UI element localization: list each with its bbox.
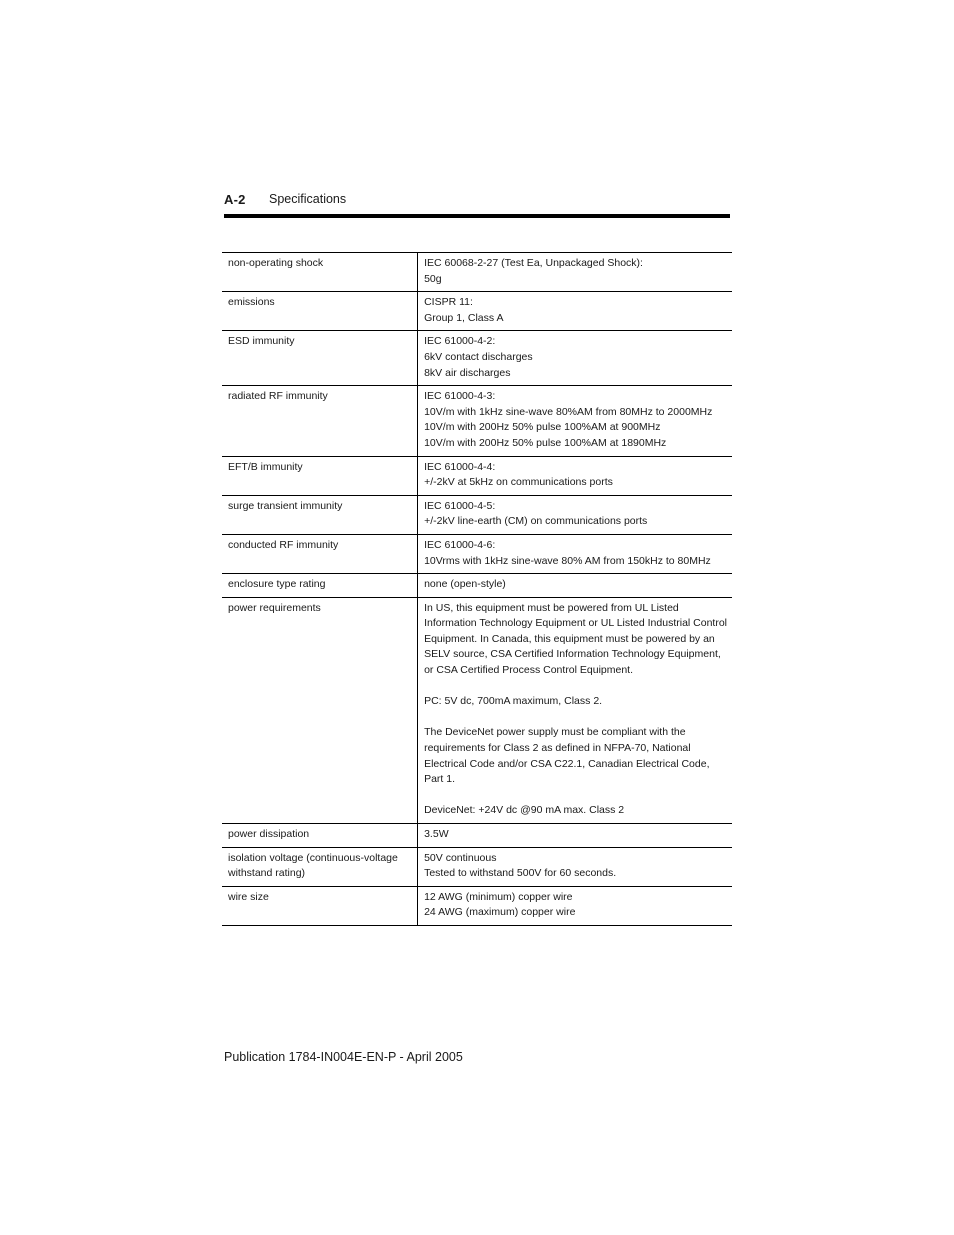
spec-label: enclosure type rating <box>222 574 418 598</box>
spec-value-line: none (open-style) <box>424 578 506 591</box>
spec-label: conducted RF immunity <box>222 534 418 573</box>
spec-value-line: 10V/m with 200Hz 50% pulse 100%AM at 1890MHz <box>424 436 667 449</box>
spec-value <box>418 386 732 456</box>
spec-value <box>418 597 732 823</box>
spec-label: wire size <box>222 886 418 925</box>
spec-value <box>418 292 732 331</box>
spec-value-line: 8kV air discharges <box>424 366 511 379</box>
spec-label: ESD immunity <box>222 331 418 386</box>
spec-label: non-operating shock <box>222 253 418 292</box>
spec-value <box>418 456 732 495</box>
spec-row <box>222 331 732 386</box>
spec-value-line: +/-2kV at 5kHz on communications ports <box>424 476 613 489</box>
spec-value-paragraph: In US, this equipment must be powered from UL Listed Information Technology Equipment or UL Listed Industrial Control Equipment. In Canada, this equipment must be powered by an SELV source, CSA Certified Information Technology Equipment, or CSA Certified Process Control Equipment. <box>424 601 728 677</box>
spec-row <box>222 456 732 495</box>
spec-value-line: 50g <box>424 272 442 285</box>
specifications-table-body <box>222 253 732 926</box>
spec-row <box>222 386 732 456</box>
page-number: A-2 <box>224 192 246 207</box>
spec-value-line: IEC 60068-2-27 (Test Ea, Unpackaged Shock): <box>424 257 643 269</box>
spec-value-line: Group 1, Class A <box>424 311 504 324</box>
spec-row <box>222 292 732 331</box>
spec-value-line: IEC 61000-4-2: <box>424 335 496 348</box>
spec-value-line: 12 AWG (minimum) copper wire <box>424 890 573 903</box>
spec-value-line: +/-2kV line-earth (CM) on communications ports <box>424 515 648 528</box>
spec-value-line: IEC 61000-4-3: <box>424 390 496 403</box>
spec-value <box>418 534 732 573</box>
spec-row <box>222 534 732 573</box>
spec-row <box>222 495 732 534</box>
spec-label: power requirements <box>222 597 418 823</box>
section-title: Specifications <box>269 192 347 206</box>
specifications-table <box>222 252 732 926</box>
spec-label: radiated RF immunity <box>222 386 418 456</box>
spec-value-paragraph: The DeviceNet power supply must be compliant with the requirements for Class 2 as defined in NFPA-70, National Electrical Code and/or CSA C22.1, Canadian Electrical Code, Part 1. <box>424 726 710 786</box>
spec-value-line: 6kV contact discharges <box>424 350 533 363</box>
spec-value <box>418 824 732 848</box>
spec-value-line: 10V/m with 200Hz 50% pulse 100%AM at 900MHz <box>424 421 661 434</box>
spec-row <box>222 824 732 848</box>
spec-label: power dissipation <box>222 824 418 848</box>
spec-value-line: IEC 61000-4-6: <box>424 538 496 551</box>
spec-value <box>418 495 732 534</box>
spec-value-line: CISPR 11: <box>424 296 473 309</box>
spec-value-line: 10Vrms with 1kHz sine-wave 80% AM from 150kHz to 80MHz <box>424 554 711 567</box>
spec-row <box>222 574 732 598</box>
spec-row <box>222 597 732 823</box>
spec-value <box>418 253 732 292</box>
spec-value <box>418 847 732 886</box>
spec-value-line: 24 AWG (maximum) copper wire <box>424 906 576 919</box>
spec-value <box>418 886 732 925</box>
spec-value-paragraph: DeviceNet: +24V dc @90 mA max. Class 2 <box>424 804 625 817</box>
spec-value-paragraph: PC: 5V dc, 700mA maximum, Class 2. <box>424 695 603 708</box>
spec-value-line: 10V/m with 1kHz sine-wave 80%AM from 80MHz to 2000MHz <box>424 405 713 418</box>
spec-row <box>222 253 732 292</box>
spec-value <box>418 331 732 386</box>
header-rule <box>224 214 730 218</box>
spec-row <box>222 886 732 925</box>
publication-footer: Publication 1784-IN004E-EN-P - April 2005 <box>224 1050 463 1064</box>
spec-row <box>222 847 732 886</box>
spec-label: EFT/B immunity <box>222 456 418 495</box>
spec-value <box>418 574 732 598</box>
spec-label: emissions <box>222 292 418 331</box>
spec-value-line: 3.5W <box>424 828 449 840</box>
spec-value-line: IEC 61000-4-5: <box>424 499 496 512</box>
spec-value-line: 50V continuous <box>424 851 497 864</box>
spec-value-line: Tested to withstand 500V for 60 seconds. <box>424 867 617 880</box>
spec-value-line: IEC 61000-4-4: <box>424 460 496 473</box>
spec-label: isolation voltage (continuous-voltage withstand rating) <box>222 847 418 886</box>
page-header <box>224 192 730 220</box>
spec-label: surge transient immunity <box>222 495 418 534</box>
